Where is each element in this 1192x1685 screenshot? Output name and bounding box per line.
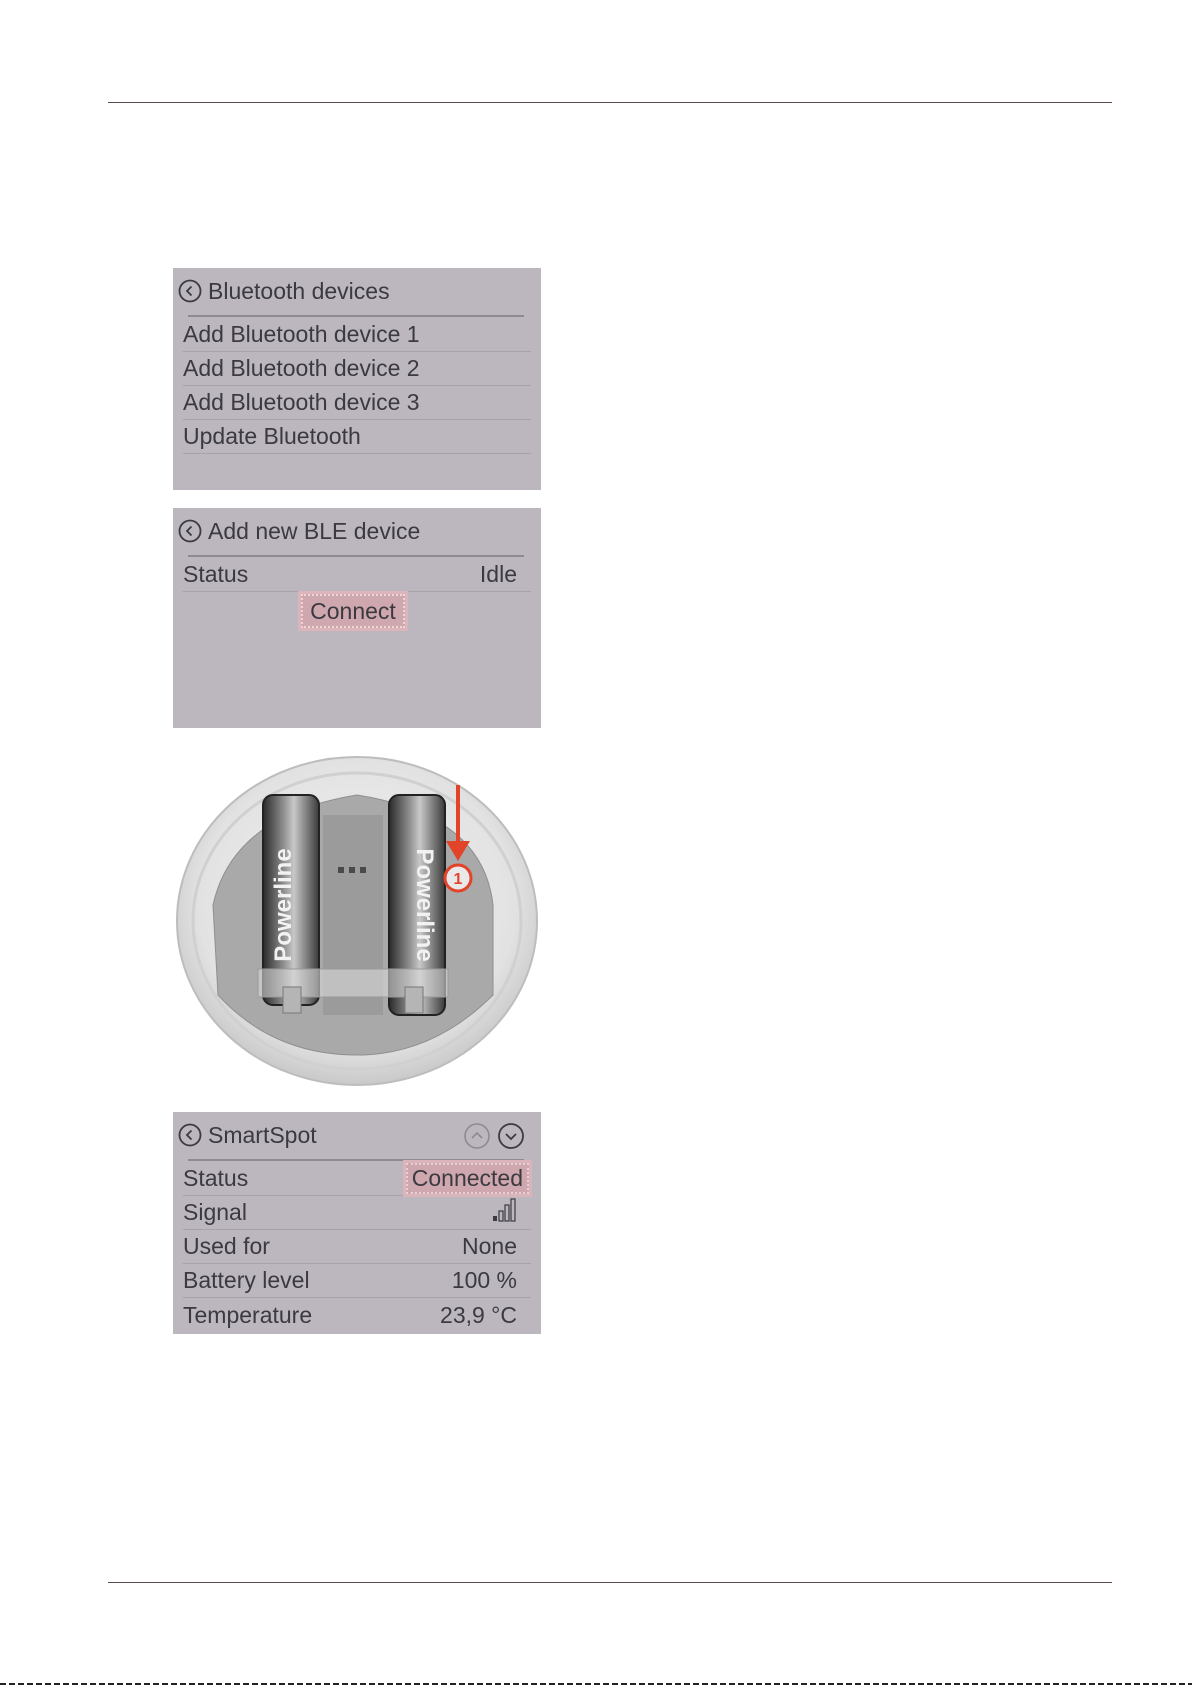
connect-button[interactable]: Connect [301, 594, 405, 628]
used-for-row [183, 1230, 531, 1264]
bluetooth-devices-panel [173, 268, 541, 490]
status-value: Connected [406, 1163, 529, 1194]
row-value: 23,9 °C [440, 1301, 517, 1328]
battery-label: Powerline [270, 848, 297, 962]
panel-title: Add new BLE device [208, 517, 421, 544]
footer-rule [108, 1582, 1112, 1583]
header-divider [188, 1159, 524, 1161]
header-divider [188, 315, 524, 317]
status-row [183, 1162, 531, 1196]
smartspot-panel [173, 1112, 541, 1334]
back-icon[interactable] [178, 519, 202, 543]
row-label: Signal [183, 1199, 247, 1225]
marker-number: 1 [453, 871, 463, 888]
menu-item-add-device-1[interactable] [183, 318, 531, 352]
panel-title: SmartSpot [208, 1121, 317, 1148]
back-icon[interactable] [178, 279, 202, 303]
status-value: Idle [479, 561, 517, 587]
signal-row [183, 1196, 531, 1230]
menu-item-add-device-2[interactable] [183, 352, 531, 386]
back-icon[interactable] [178, 1123, 202, 1147]
header-rule [108, 102, 1112, 103]
menu-item-add-device-3[interactable] [183, 386, 531, 420]
add-ble-device-panel [173, 508, 541, 728]
row-value: None [462, 1233, 517, 1259]
menu-item-label: Update Bluetooth [183, 423, 361, 449]
menu-item-label: Add Bluetooth device 2 [183, 355, 420, 381]
temperature-row [183, 1298, 531, 1332]
row-label: Status [183, 1165, 249, 1191]
panel-header [178, 1120, 317, 1150]
header-divider [188, 555, 524, 557]
chevron-down-icon[interactable] [497, 1122, 525, 1150]
row-label: Battery level [183, 1267, 310, 1293]
menu-item-update-bluetooth[interactable] [183, 420, 531, 454]
battery-level-row [183, 1264, 531, 1298]
nav-arrows [463, 1122, 525, 1150]
menu-item-label: Add Bluetooth device 3 [183, 389, 420, 415]
row-label: Temperature [183, 1301, 313, 1328]
panel-header [178, 516, 420, 546]
row-label: Used for [183, 1233, 270, 1259]
panel-header [178, 276, 390, 306]
status-label: Status [183, 561, 249, 587]
chevron-up-icon[interactable] [463, 1122, 491, 1150]
panel-title: Bluetooth devices [208, 277, 390, 304]
signal-strength-icon [491, 1197, 517, 1229]
status-row [183, 558, 531, 592]
menu-item-label: Add Bluetooth device 1 [183, 321, 420, 347]
battery-compartment-photo [173, 755, 541, 1087]
battery-label: Powerline [411, 848, 438, 962]
row-value: 100 % [451, 1267, 517, 1293]
